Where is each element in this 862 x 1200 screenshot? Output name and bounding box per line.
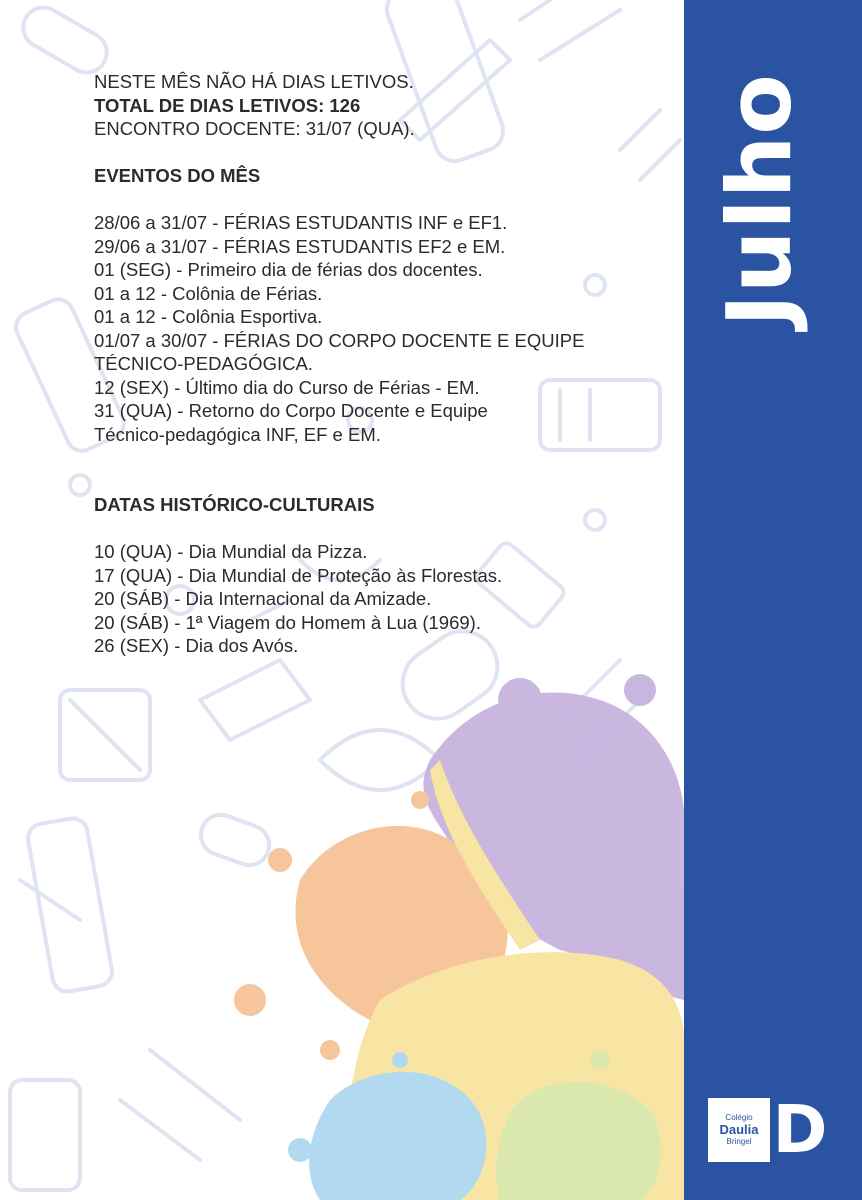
event-item: 01 (SEG) - Primeiro dia de férias dos docentes. [94,259,483,280]
paint-splash [234,674,684,1200]
event-item: 01 a 12 - Colônia de Férias. [94,282,323,304]
cultural-item: 20 (SÁB) - Dia Internacional da Amizade. [94,588,432,609]
logo-text-block [708,1098,770,1162]
events-heading: EVENTOS DO MÊS [94,165,261,186]
logo-name-text: Daulia [719,1122,759,1137]
event-item: 31 (QUA) - Retorno do Corpo Docente e Equipe [94,400,488,421]
school-logo [708,1091,830,1168]
intro-line-teacher-meeting: ENCONTRO DOCENTE: 31/07 (QUA). [94,118,415,139]
event-item: 01 a 12 - Colônia Esportiva. [94,306,323,327]
logo-top-text: Colégio [725,1113,753,1122]
logo-letter-block [772,1091,828,1168]
event-item: Técnico-pedagógica INF, EF e EM. [94,423,381,445]
event-item: 29/06 a 31/07 - FÉRIAS ESTUDANTIS EF2 e EM. [94,235,506,257]
cultural-item: 20 (SÁB) - 1ª Viagem do Homem à Lua (1969). [94,611,481,633]
cultural-item: 26 (SEX) - Dia dos Avós. [94,635,299,656]
event-item: TÉCNICO-PEDAGÓGICA. [94,353,313,374]
cultural-item: 17 (QUA) - Dia Mundial de Proteção às Florestas. [94,564,503,586]
month-title: Julho [708,73,811,327]
event-item: 12 (SEX) - Último dia do Curso de Férias - EM. [94,376,480,398]
spacer [94,188,674,212]
cultural-heading: DATAS HISTÓRICO-CULTURAIS [94,494,375,515]
intro-line-no-school-days: NESTE MÊS NÃO HÁ DIAS LETIVOS. [94,71,414,92]
cultural-item: 10 (QUA) - Dia Mundial da Pizza. [94,541,368,562]
spacer [94,517,674,541]
event-item: 01/07 a 30/07 - FÉRIAS DO CORPO DOCENTE E EQUIPE [94,329,585,351]
logo-bottom-text: Bringel [726,1137,752,1146]
intro-line-total-days: TOTAL DE DIAS LETIVOS: 126 [94,94,361,116]
event-item: 28/06 a 31/07 - FÉRIAS ESTUDANTIS INF e EF1. [94,212,508,233]
calendar-content [94,70,674,658]
logo-letter: D [772,1091,828,1168]
